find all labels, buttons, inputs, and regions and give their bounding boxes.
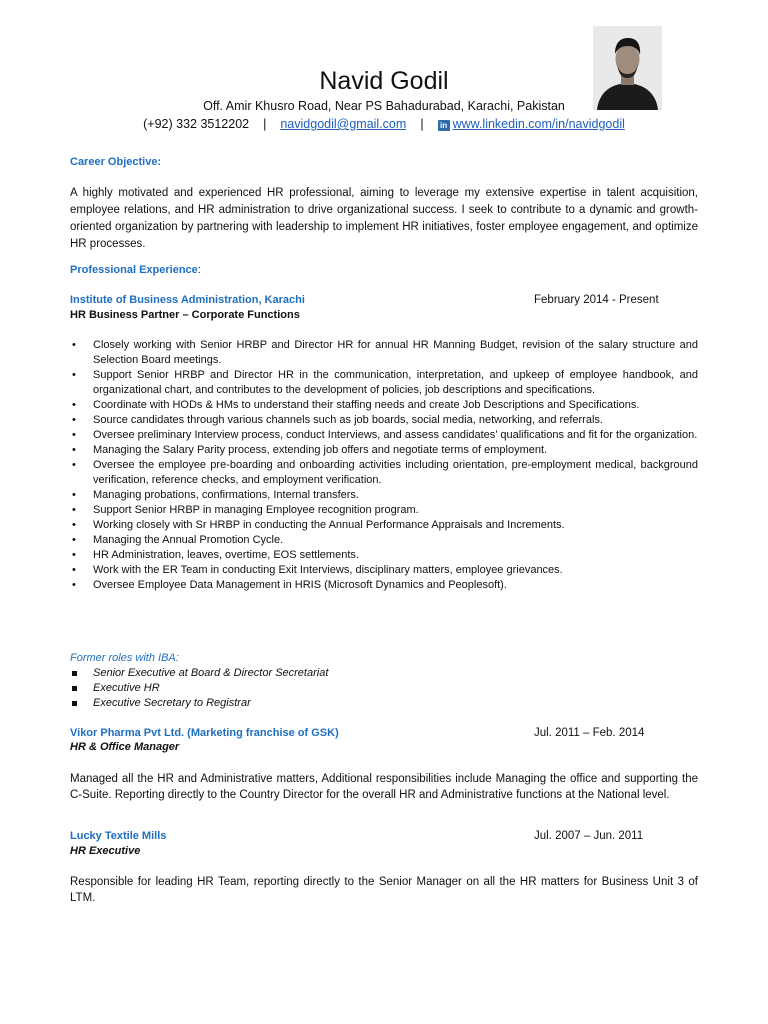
separator: | bbox=[263, 117, 267, 131]
job-2-description: Managed all the HR and Administrative matters, Additional responsibilities include Managing the office and supporting the C-Suite. Reporting directly to the Country Director for the overall HR and Administrative functions at the National level. bbox=[70, 773, 698, 801]
candidate-name: Navid Godil bbox=[319, 67, 449, 95]
list-item: • Working closely with Sr HRBP in conducting the Annual Performance Appraisals and Increments. bbox=[70, 518, 698, 533]
linkedin-link[interactable]: www.linkedin.com/in/navidgodil bbox=[452, 117, 625, 131]
list-item: • Oversee Employee Data Management in HRIS (Microsoft Dynamics and Peoplesoft). bbox=[70, 578, 698, 593]
job-2-dates: Jul. 2011 – Feb. 2014 bbox=[534, 727, 645, 739]
contact-line bbox=[0, 116, 768, 133]
job-1-dates: February 2014 - Present bbox=[534, 294, 659, 306]
job-2-organization: Vikor Pharma Pvt Ltd. (Marketing franchise of GSK) bbox=[70, 727, 339, 739]
separator: | bbox=[420, 117, 424, 131]
list-item: • Managing the Annual Promotion Cycle. bbox=[70, 533, 698, 548]
linkedin-icon: in bbox=[438, 120, 450, 131]
job-3-organization: Lucky Textile Mills bbox=[70, 830, 167, 842]
experience-heading bbox=[70, 263, 201, 278]
former-roles-label: Former roles with IBA: bbox=[70, 652, 179, 664]
list-item: • Source candidates through various channels such as job boards, social media, networking, and referrals. bbox=[70, 413, 698, 428]
list-item: • Managing the Salary Parity process, extending job offers and negotiate terms of employment. bbox=[70, 443, 698, 458]
job-3-dates: Jul. 2007 – Jun. 2011 bbox=[534, 830, 644, 842]
experience-heading-colon: : bbox=[197, 264, 201, 276]
list-item: • Managing probations, confirmations, Internal transfers. bbox=[70, 488, 698, 503]
job-3-role: HR Executive bbox=[70, 845, 141, 857]
job-1-responsibilities bbox=[70, 338, 698, 593]
list-item: Executive HR bbox=[70, 681, 328, 696]
former-roles-list bbox=[70, 666, 328, 711]
list-item: • Work with the ER Team in conducting Exit Interviews, disciplinary matters, employee grievances. bbox=[70, 563, 698, 578]
job-1-role: HR Business Partner – Corporate Functions bbox=[70, 309, 300, 321]
list-item: • Coordinate with HODs & HMs to understand their staffing needs and create Job Descriptions and Specifications. bbox=[70, 398, 698, 413]
list-item: • Oversee preliminary Interview process, conduct Interviews, and assess candidates’ qualifications and fit for the organization. bbox=[70, 428, 698, 443]
email-link[interactable]: navidgodil@gmail.com bbox=[280, 117, 407, 131]
career-objective-heading: Career Objective: bbox=[70, 156, 162, 168]
phone-number: (+92) 332 3512202 bbox=[143, 117, 250, 131]
job-3-description: Responsible for leading HR Team, reporting directly to the Senior Manager on all the HR matters for Business Unit 3 of LTM. bbox=[70, 876, 698, 904]
list-item: Executive Secretary to Registrar bbox=[70, 696, 328, 711]
list-item: • Oversee the employee pre-boarding and onboarding activities including orientation, pre-employment medical, background verification, reference checks, and employment verification. bbox=[70, 458, 698, 488]
list-item: • Support Senior HRBP in managing Employee recognition program. bbox=[70, 503, 698, 518]
job-1-organization: Institute of Business Administration, Karachi bbox=[70, 294, 305, 306]
list-item: • HR Administration, leaves, overtime, EOS settlements. bbox=[70, 548, 698, 563]
list-item: • Support Senior HRBP and Director HR in the communication, interpretation, and upkeep of employee handbook, and organizational chart, and contributes to the development of policies, job descriptions and specifications. bbox=[70, 368, 698, 398]
career-objective-text: A highly motivated and experienced HR professional, aiming to leverage my extensive expertise in talent acquisition, employee relations, and HR administration to drive organizational success. I seek to contribute to a dynamic and growth-oriented organization by partnering with leadership to implement HR initiatives, foster employee engagement, and optimize HR processes. bbox=[70, 187, 698, 250]
address-line: Off. Amir Khusro Road, Near PS Bahadurabad, Karachi, Pakistan bbox=[203, 99, 565, 113]
job-2-role: HR & Office Manager bbox=[70, 741, 180, 753]
experience-heading-label: Professional Experience bbox=[70, 264, 198, 276]
list-item: Senior Executive at Board & Director Secretariat bbox=[70, 666, 328, 681]
list-item: • Closely working with Senior HRBP and Director HR for annual HR Manning Budget, revision of the salary structure and Selection Board meetings. bbox=[70, 338, 698, 368]
